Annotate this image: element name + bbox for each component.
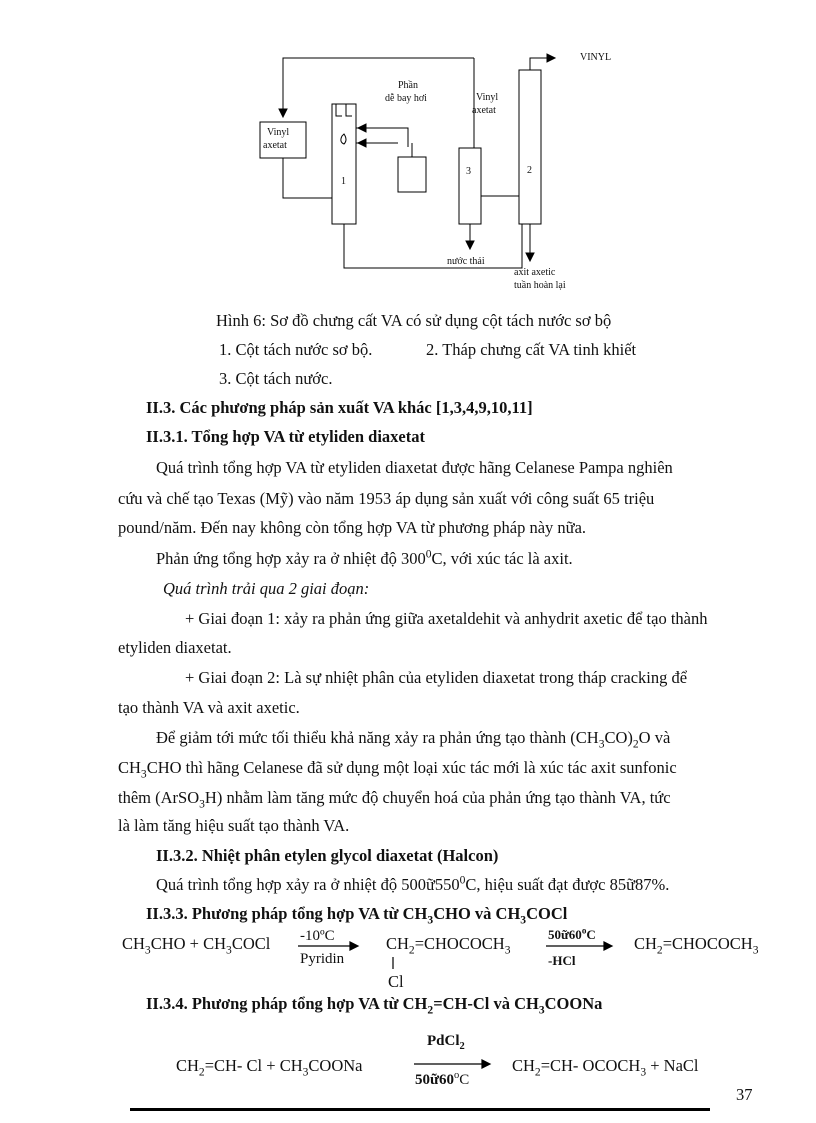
paragraph-line: cứu và chế tạo Texas (Mỹ) vào năm 1953 áp dụng sản xuất với công suất 65 triệu	[118, 489, 655, 508]
caption-item-1: 1. Cột tách nước sơ bộ.	[219, 340, 373, 359]
equation-2-catalyst: PdCl$_2$	[427, 1033, 465, 1052]
paragraph-line: Để giảm tới mức tối thiểu khả năng xảy ra phản ứng tạo thành $(CH_3CO)_2O$ và	[156, 728, 671, 751]
paragraph-line: etyliden diaxetat.	[118, 638, 232, 657]
paragraph-line: Quá trình tổng hợp xảy ra ở nhiệt độ $500ữ550^0C$, hiệu suất đạt được 85ữ87%.	[156, 874, 670, 894]
equation-2-reactants: $CH_2=CH-$ $Cl + CH_3COONa$	[176, 1056, 363, 1079]
tank-label-2: axetat	[472, 105, 496, 116]
footer-rule	[130, 1108, 710, 1111]
paragraph-line: pound/năm. Đến nay không còn tổng hợp VA từ phương pháp này nữa.	[118, 518, 587, 537]
section-heading-2-3-3: II.3.3. Phương pháp tổng hợp VA từ $CH_3CHO$ và $CH_3COCl$	[146, 904, 568, 927]
vinyl-axetat-label-1: Vinyl	[267, 127, 290, 138]
recycle-label-1: axit axetic	[514, 267, 556, 278]
vinyl-axetat-label-2: axetat	[263, 140, 287, 151]
stages-intro: Quá trình trải qua 2 giai đoạn:	[163, 579, 370, 598]
paragraph-line: thêm (ArSO$_3$H) nhằm làm tăng mức độ chuyển hoá của phản ứng tạo thành VA, tức	[118, 788, 671, 811]
paragraph-line: Phản ứng tổng hợp xảy ra ở nhiệt độ $300^0C$, với xúc tác là axit.	[156, 548, 573, 568]
section-heading-2-3-4: II.3.4. Phương pháp tổng hợp VA từ $CH_2=CH-Cl$ và $CH_3COONa$	[146, 994, 603, 1017]
section-heading-2-3: II.3. Các phương pháp sản xuất VA khác [1,3,4,9,10,11]	[146, 398, 533, 417]
column-1-number: 1	[341, 176, 346, 187]
paragraph-line: $CH_3CHO$ thì hãng Celanese đã sử dụng một loại xúc tác mới là xúc tác axit sunfonic	[118, 758, 677, 781]
evap-label-2: dễ bay hơi	[385, 93, 427, 104]
column-3-number: 3	[466, 166, 471, 177]
equation-2-products: $CH_2=CH-$ $OCOCH_3$ + NaCl	[512, 1056, 699, 1079]
equation-1-product: $CH_2=CHOCOCH_3$	[634, 934, 759, 957]
column-2-number: 2	[527, 165, 532, 176]
equation-1-condition-2-top: 50ữ60$^o$C	[548, 925, 596, 942]
section-heading-2-3-2: II.3.2. Nhiệt phân etylen glycol diaxetat (Halcon)	[156, 846, 499, 865]
paragraph-line: tạo thành VA và axit axetic.	[118, 698, 300, 717]
equation-1-catalyst: Pyridin	[300, 951, 345, 967]
waste-water-label: nước thải	[447, 256, 485, 267]
vinyl-output-label: VINYL	[580, 52, 612, 63]
equation-2-temperature: 50ữ60$^o$C	[415, 1070, 470, 1088]
equation-1-condition-2-bottom: -HCl	[548, 953, 576, 968]
equation-1-chlorine: Cl	[388, 972, 404, 991]
paragraph-line: Quá trình tổng hợp VA từ etyliden diaxetat được hãng Celanese Pampa nghiên	[156, 458, 673, 477]
equation-1-condition-top: -10ºC	[300, 928, 335, 944]
equation-1-reactants: $CH_3CHO$ + $CH_3COCl$	[122, 934, 271, 957]
section-heading-2-3-1: II.3.1. Tổng hợp VA từ etyliden diaxetat	[146, 427, 425, 446]
equation-1-intermediate: $CH_2=CHOCOCH_3$	[386, 934, 511, 957]
paragraph-line: là làm tăng hiệu suất tạo thành VA.	[118, 816, 350, 835]
recycle-label-2: tuần hoàn lại	[514, 280, 566, 291]
evap-label-1: Phần	[398, 80, 418, 91]
tank-label-1: Vinyl	[476, 92, 499, 103]
stage-1-line: + Giai đoạn 1: xảy ra phản ứng giữa axetaldehit và anhydrit axetic để tạo thành	[185, 609, 708, 628]
page-number: 37	[736, 1085, 753, 1104]
stage-2-line: + Giai đoạn 2: Là sự nhiệt phân của etyliden diaxetat trong tháp cracking để	[185, 668, 688, 687]
caption-item-2: 2. Tháp chưng cất VA tinh khiết	[426, 340, 637, 359]
figure-caption: Hình 6: Sơ đồ chưng cất VA có sử dụng cột tách nước sơ bộ	[216, 311, 612, 330]
caption-item-3: 3. Cột tách nước.	[219, 369, 333, 388]
